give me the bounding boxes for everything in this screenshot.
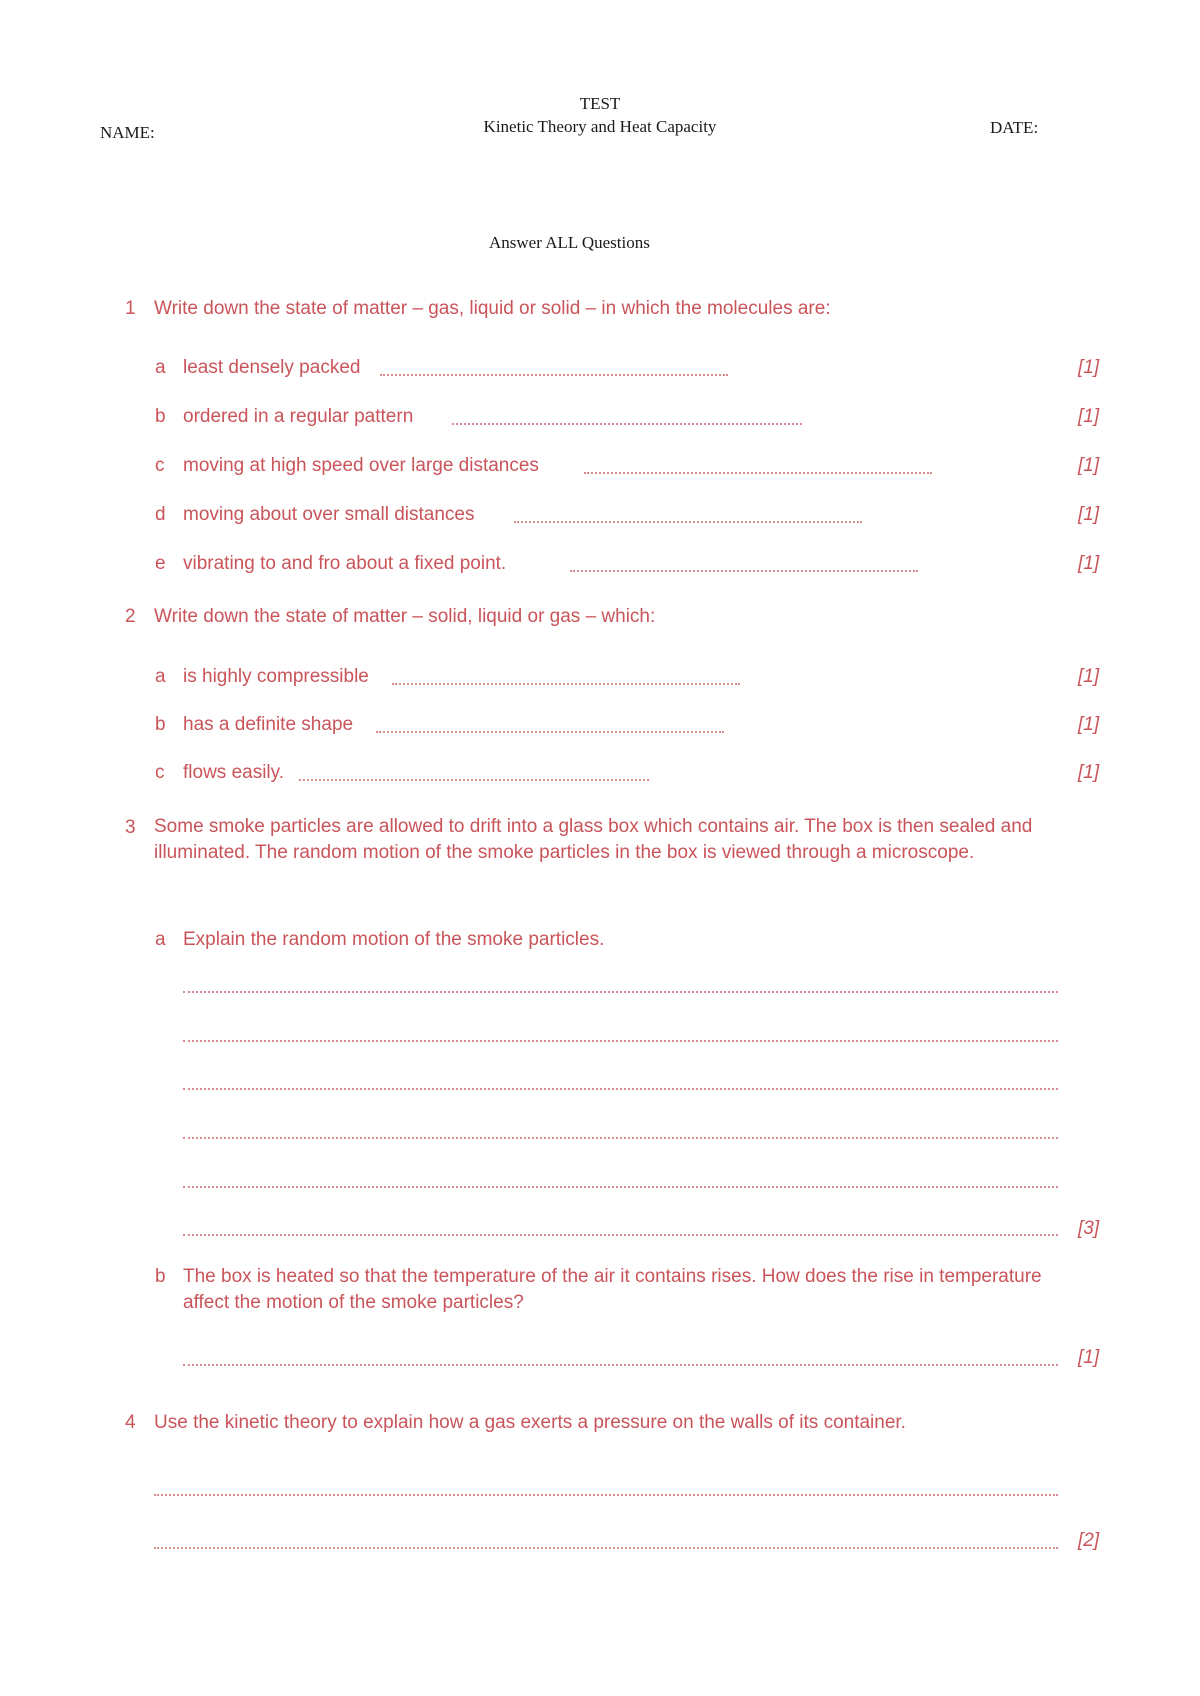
date-label: DATE: [990,118,1039,137]
question-number: 4 [125,1412,136,1433]
answer-line[interactable] [299,779,649,781]
test-heading: TEST [579,94,621,113]
answer-line[interactable] [514,521,862,523]
part-text: has a definite shape [183,714,354,735]
part-letter: a [155,929,166,950]
part-text: The box is heated so that the temperature of the air it contains rises. How does the rise in temperature affect the motion of the smoke particles? [183,1266,1042,1313]
part-letter: c [155,455,165,476]
answer-line[interactable] [183,1186,1058,1188]
mark-allocation: [1] [1078,406,1100,427]
answer-line[interactable] [570,570,918,572]
question-3-text: Some smoke particles are allowed to drift into a glass box which contains air. The box is then sealed and illuminated. The random motion of the smoke particles in the box is viewed through a microscope. [154,816,1033,863]
mark-allocation: [1] [1078,1347,1100,1368]
question-number: 1 [125,298,136,319]
part-text: ordered in a regular pattern [183,406,414,427]
answer-line[interactable] [183,1088,1058,1090]
answer-line[interactable] [183,1364,1058,1366]
part-letter: a [155,357,166,378]
answer-line[interactable] [584,472,932,474]
part-letter: d [155,504,166,525]
question-number: 2 [125,606,136,627]
mark-allocation: [1] [1078,357,1100,378]
part-letter: c [155,762,165,783]
test-subtitle: Kinetic Theory and Heat Capacity [483,117,717,136]
part-text: Explain the random motion of the smoke particles. [183,929,605,950]
part-text: is highly compressible [183,666,369,687]
name-label: NAME: [100,123,155,142]
part-text: vibrating to and fro about a fixed point. [183,553,507,574]
answer-line[interactable] [154,1547,1058,1549]
part-letter: b [155,406,166,427]
instruction: Answer ALL Questions [489,233,650,252]
question-1-text: Write down the state of matter – gas, liquid or solid – in which the molecules are: [154,298,831,319]
part-text: least densely packed [183,357,361,378]
answer-line[interactable] [183,1234,1058,1236]
answer-line[interactable] [392,683,740,685]
answer-line[interactable] [183,1137,1058,1139]
question-2-text: Write down the state of matter – solid, liquid or gas – which: [154,606,656,627]
mark-allocation: [1] [1078,553,1100,574]
part-letter: b [155,714,166,735]
answer-line[interactable] [154,1494,1058,1496]
mark-allocation: [1] [1078,504,1100,525]
question-4-text: Use the kinetic theory to explain how a gas exerts a pressure on the walls of its container. [154,1412,906,1433]
mark-allocation: [3] [1078,1218,1100,1239]
part-letter: e [155,553,166,574]
answer-line[interactable] [183,1040,1058,1042]
answer-line[interactable] [376,731,724,733]
part-letter: a [155,666,166,687]
part-letter: b [155,1266,166,1287]
part-text: flows easily. [183,762,285,783]
question-number: 3 [125,817,136,838]
mark-allocation: [1] [1078,455,1100,476]
mark-allocation: [1] [1078,762,1100,783]
answer-line[interactable] [380,374,728,376]
answer-line[interactable] [183,991,1058,993]
mark-allocation: [1] [1078,666,1100,687]
part-text: moving at high speed over large distances [183,455,539,476]
answer-line[interactable] [452,423,802,425]
mark-allocation: [1] [1078,714,1100,735]
mark-allocation: [2] [1078,1530,1100,1551]
part-text: moving about over small distances [183,504,475,525]
